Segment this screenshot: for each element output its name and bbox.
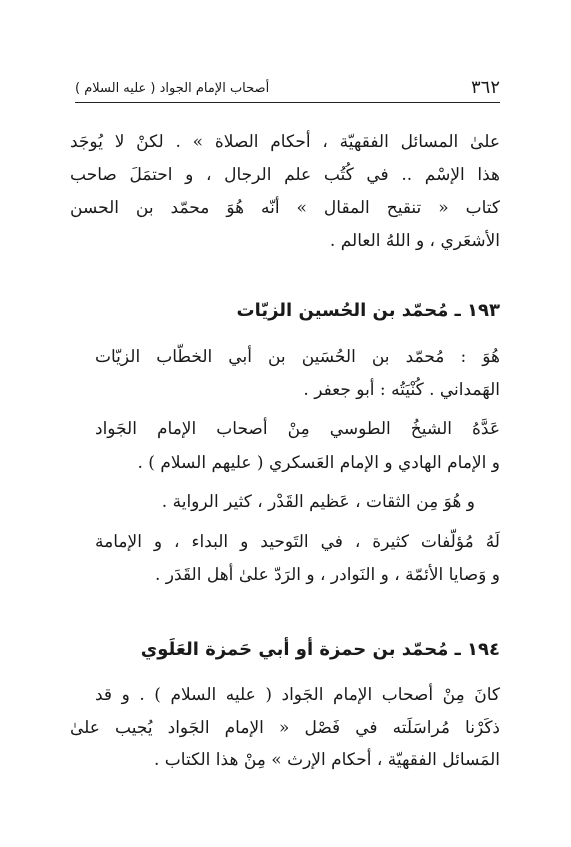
entry-heading-193: ١٩٣ ـ مُحمّد بن الحُسين الزيّات [236, 300, 500, 321]
paragraph-line: كتاب « تنقيح المقال » أنّه هُوَ محمّد بن الحسن [70, 198, 500, 218]
paragraph-line: المَسائل الفقهيّة ، أحكام الإرث » مِنْ هذا الكتاب . [153, 750, 500, 770]
entry-heading-194: ١٩٤ ـ مُحمّد بن حمزة أو أبي حَمزة العَلَوي [140, 639, 500, 660]
page-number: ٣٦٢ [470, 77, 500, 98]
paragraph-line: الأشعَري ، و اللهُ العالم . [329, 231, 500, 251]
paragraph-line: الهَمداني . كُنْيَتُه : أبو جعفر . [303, 380, 500, 400]
paragraph-line: عَدَّهُ الشيخُ الطوسي مِنْ أصحاب الإمام الجَواد [95, 419, 500, 439]
paragraph-line: ذكَرْنا مُراسَلَته في فَصْل « الإمام الجَواد يُجيب علىٰ [70, 718, 500, 738]
paragraph-line: و الإمام الهادي و الإمام العَسكري ( عليهم السلام ) . [137, 453, 500, 473]
running-title: أصحاب الإمام الجواد ( عليه السلام ) [75, 81, 270, 96]
paragraph-line: علىٰ المسائل الفقهيّة ، أحكام الصلاة » . لكنْ لا يُوجَد [70, 132, 500, 152]
paragraph-line: كانَ مِنْ أصحاب الإمام الجَواد ( عليه السلام ) . و قد [95, 685, 500, 705]
paragraph-line: هُوَ : مُحمّد بن الحُسَين بن أبي الخطّاب الزيّات [95, 347, 500, 367]
paragraph-line: و هُوَ مِن الثقات ، عَظيم القَدْر ، كثير الرواية . [161, 492, 475, 512]
paragraph-line: هذا الإسْم .. في كُتُب علم الرجال ، و احتمَلَ صاحب [70, 165, 500, 185]
paragraph-line: لَهُ مُؤلّفات كثيرة ، في التَوحيد و البداء ، و الإمامة [95, 532, 500, 552]
running-header [75, 72, 500, 103]
paragraph-line: و وَصايا الأئمّة ، و النَوادر ، و الرَدّ علىٰ أهل القَدَر . [155, 565, 500, 585]
